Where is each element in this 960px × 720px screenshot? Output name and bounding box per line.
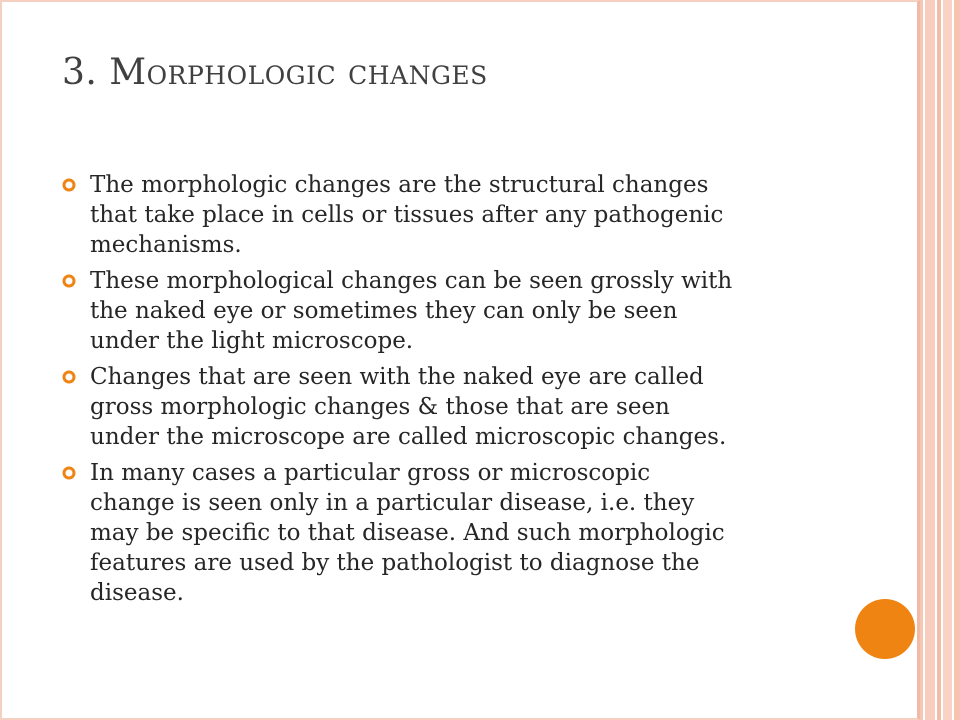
- bullet-line: In many cases a particular gross or microscopic: [90, 460, 651, 486]
- orange-circle-decoration: [855, 599, 915, 659]
- bullet-item: [62, 266, 842, 356]
- bullet-item: [62, 362, 842, 452]
- bullet-line: These morphological changes can be seen grossly with: [90, 268, 733, 294]
- slide-title: 3. Morphologic changes: [62, 52, 488, 93]
- bullet-line: under the microscope are called microscopic changes.: [90, 424, 727, 450]
- bullet-line: disease.: [90, 580, 184, 606]
- ring-bullet-icon: [62, 178, 76, 192]
- bullet-list: [62, 170, 842, 614]
- bullet-line: gross morphologic changes & those that are seen: [90, 394, 670, 420]
- bullet-line: Changes that are seen with the naked eye are called: [90, 364, 704, 390]
- bullet-line: that take place in cells or tissues after any pathogenic: [90, 202, 724, 228]
- bullet-item: [62, 170, 842, 260]
- bullet-line: features are used by the pathologist to diagnose the: [90, 550, 700, 576]
- ring-bullet-icon: [62, 370, 76, 384]
- bullet-line: mechanisms.: [90, 232, 242, 258]
- bullet-line: The morphologic changes are the structural changes: [90, 172, 709, 198]
- decorative-side-stripes: [920, 0, 960, 720]
- ring-bullet-icon: [62, 274, 76, 288]
- bullet-line: change is seen only in a particular disease, i.e. they: [90, 490, 695, 516]
- bullet-item: [62, 458, 842, 608]
- bullet-line: the naked eye or sometimes they can only be seen: [90, 298, 678, 324]
- bullet-line: under the light microscope.: [90, 328, 414, 354]
- bullet-line: may be specific to that disease. And such morphologic: [90, 520, 725, 546]
- ring-bullet-icon: [62, 466, 76, 480]
